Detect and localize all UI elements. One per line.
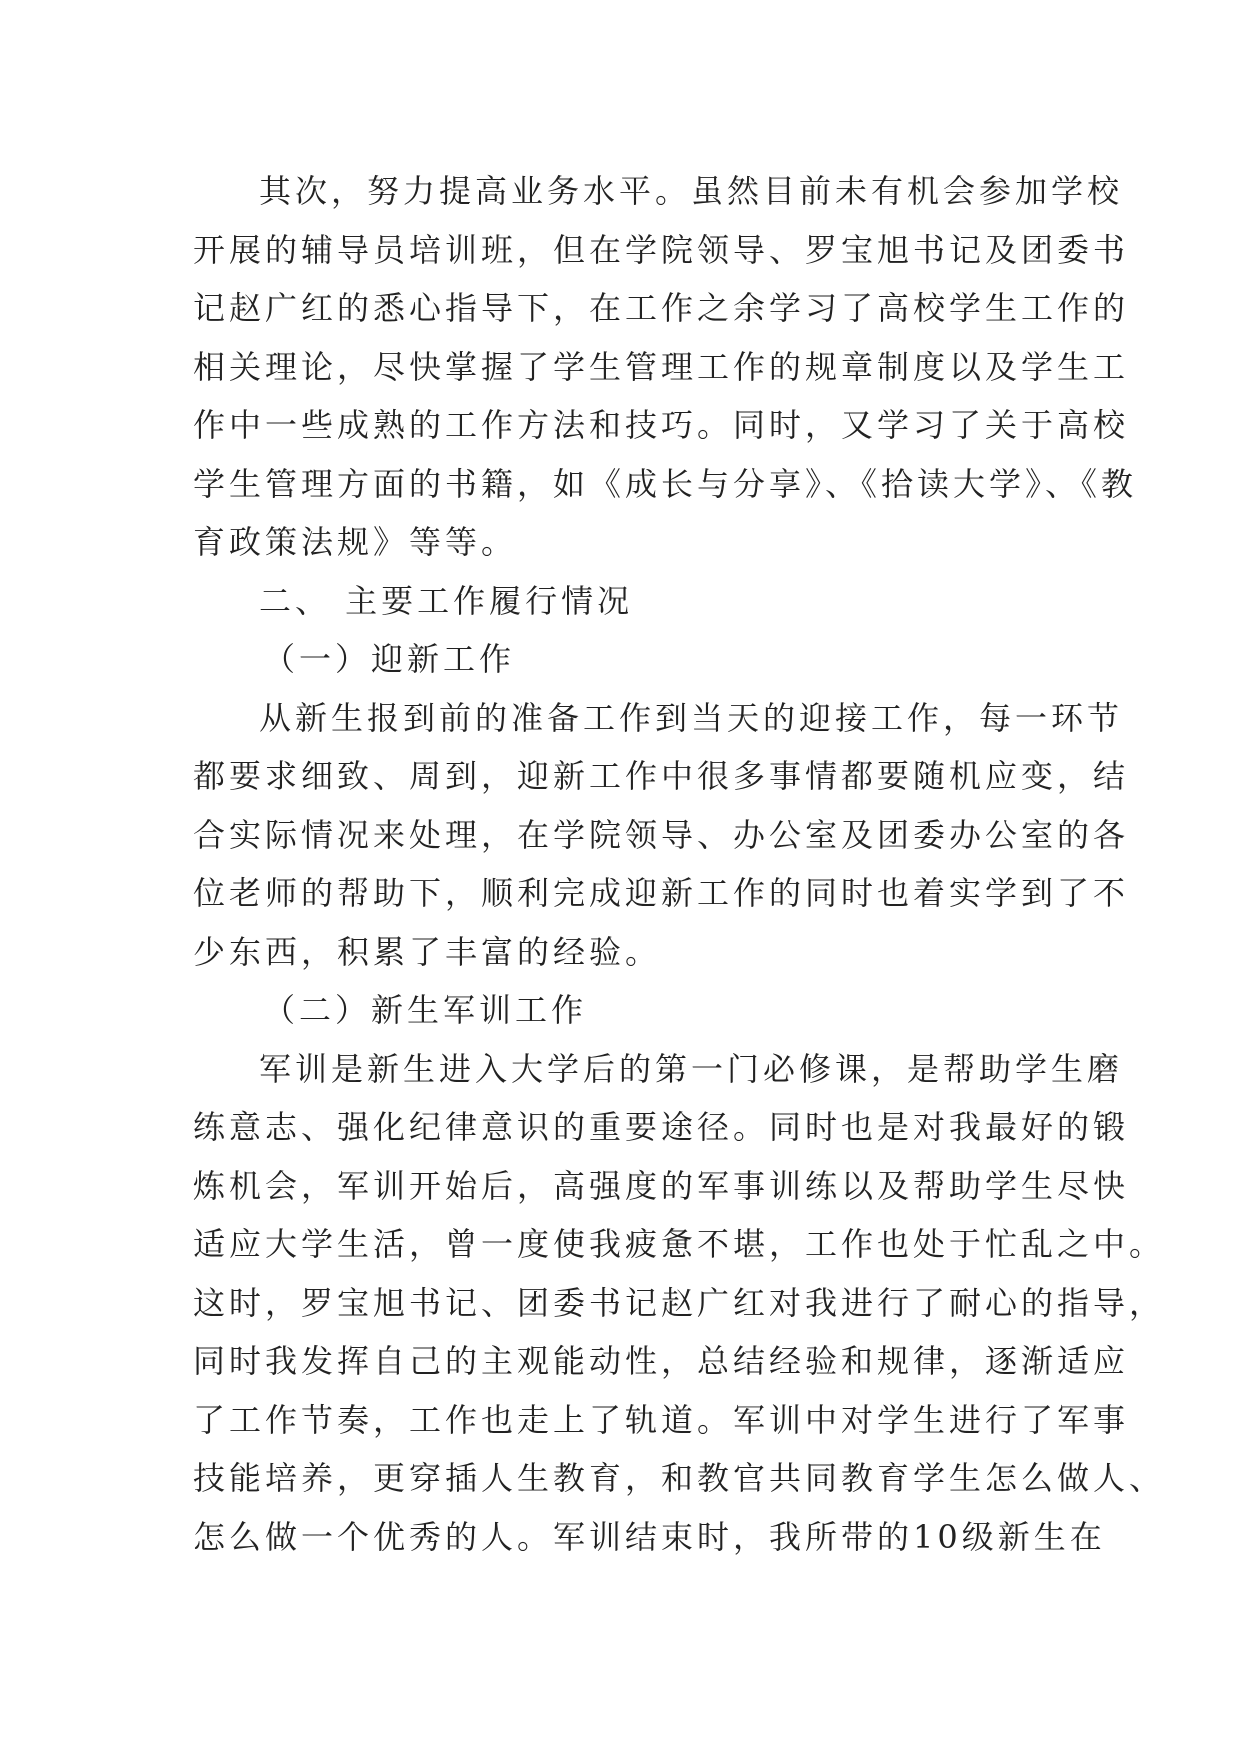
paragraph-line: 怎么做一个优秀的人。军训结束时，我所带的10级新生在 <box>193 1517 1106 1556</box>
paragraph-line: 同时我发挥自己的主观能动性，总结经验和规律，逐渐适应 <box>193 1342 1130 1380</box>
section-heading: 二、 主要工作履行情况 <box>259 581 634 620</box>
paragraph-line: 适应大学生活，曾一度使我疲惫不堪，工作也处于忙乱之中。 <box>193 1225 1166 1263</box>
paragraph-line: 位老师的帮助下，顺利完成迎新工作的同时也着实学到了不 <box>193 874 1130 912</box>
paragraph-line: 从新生报到前的准备工作到当天的迎接工作，每一环节 <box>259 698 1124 737</box>
paragraph-line: 作中一些成熟的工作方法和技巧。同时，又学习了关于高校 <box>193 406 1130 444</box>
paragraph-line: 技能培养，更穿插人生教育，和教官共同教育学生怎么做人、 <box>193 1459 1166 1497</box>
paragraph-line: 合实际情况来处理，在学院领导、办公室及团委办公室的各 <box>193 815 1130 854</box>
paragraph-line: 了工作节奏，工作也走上了轨道。军训中对学生进行了军事 <box>193 1400 1130 1439</box>
paragraph-line: 少东西，积累了丰富的经验。 <box>193 932 662 971</box>
paragraph-line: 学生管理方面的书籍，如《成长与分享》、《拾读大学》、《教 <box>193 464 1138 503</box>
paragraph-line: 开展的辅导员培训班，但在学院领导、罗宝旭书记及团委书 <box>193 230 1130 269</box>
paragraph-line: 练意志、强化纪律意识的重要途径。同时也是对我最好的锻 <box>193 1108 1130 1146</box>
paragraph-line: 育政策法规》等等。 <box>193 523 518 561</box>
paragraph-line: 其次，努力提高业务水平。虽然目前未有机会参加学校 <box>259 172 1124 210</box>
paragraph-line: 都要求细致、周到，迎新工作中很多事情都要随机应变，结 <box>193 757 1130 795</box>
paragraph-line: 相关理论，尽快掌握了学生管理工作的规章制度以及学生工 <box>193 347 1130 386</box>
subsection-heading: （二）新生军训工作 <box>263 991 588 1029</box>
paragraph-line: 这时，罗宝旭书记、团委书记赵广红对我进行了耐心的指导， <box>193 1283 1166 1322</box>
paragraph-line: 军训是新生进入大学后的第一门必修课，是帮助学生磨 <box>259 1049 1124 1088</box>
document-body <box>193 162 1166 1566</box>
paragraph-line: 炼机会，军训开始后，高强度的军事训练以及帮助学生尽快 <box>193 1166 1130 1205</box>
paragraph-line: 记赵广红的悉心指导下，在工作之余学习了高校学生工作的 <box>193 289 1130 327</box>
subsection-heading: （一）迎新工作 <box>263 640 516 678</box>
